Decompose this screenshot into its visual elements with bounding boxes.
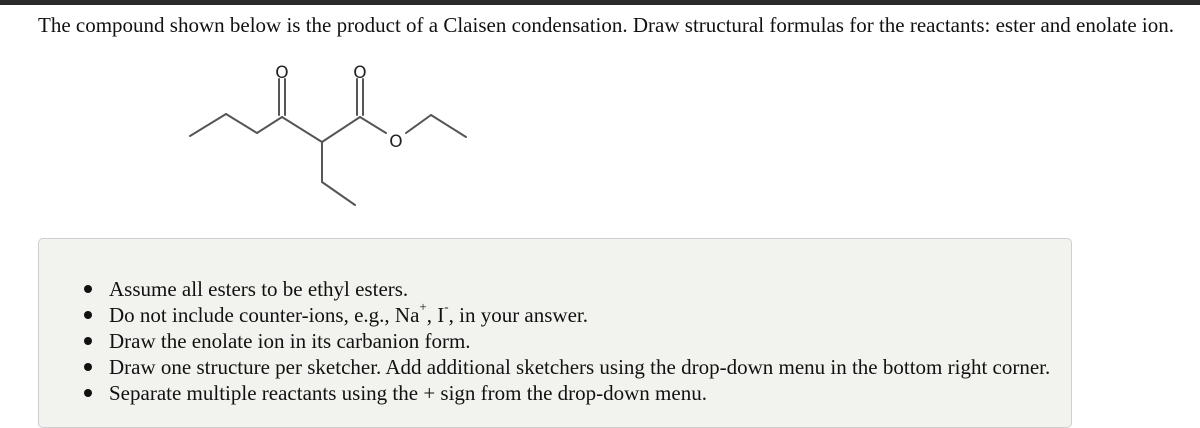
instruction-item <box>83 380 1050 406</box>
skeletal-formula <box>150 55 490 225</box>
bullet-icon <box>84 285 92 293</box>
bond-ester-c <box>322 117 360 142</box>
bullet-icon <box>84 337 92 345</box>
bond-ester-o-2 <box>406 115 431 133</box>
sodium-charge: + <box>419 299 427 314</box>
instructions-list <box>83 276 1050 406</box>
bullet-icon <box>84 389 92 397</box>
instruction-item <box>83 276 1050 302</box>
top-divider <box>0 0 1200 5</box>
bond-ester-ethyl <box>431 115 466 137</box>
bond-branch-2 <box>322 182 355 205</box>
instruction-item <box>83 354 1050 380</box>
instructions-panel <box>38 238 1072 428</box>
instruction-text: Separate multiple reactants using the + sign from the drop-down menu. <box>109 381 707 405</box>
instruction-text: Assume all esters to be ethyl esters. <box>109 277 409 301</box>
bond-ethyl-2 <box>226 114 257 133</box>
instruction-text-suffix: , in your answer. <box>448 303 589 327</box>
product-structure <box>150 55 490 225</box>
oxygen-label-ketone: O <box>275 63 289 83</box>
bullet-icon <box>84 363 92 371</box>
instruction-text: Draw one structure per sketcher. Add additional sketchers using the drop-down menu in the bottom right corner. <box>109 355 1051 379</box>
bond-alpha <box>282 117 322 142</box>
bond-ester-o-1 <box>360 117 386 133</box>
iodide-charge: - <box>444 299 449 314</box>
question-text: The compound shown below is the product of a Claisen condensation. Draw structural formulas for the reactants: ester and enolate ion. <box>38 13 1174 37</box>
bond-ethyl-1 <box>190 114 226 136</box>
instruction-item <box>83 299 1050 328</box>
bond-ketone-c <box>257 117 282 133</box>
instruction-text-mid: , I <box>426 303 445 327</box>
instruction-text: Draw the enolate ion in its carbanion form. <box>109 329 471 353</box>
bullet-icon <box>84 311 92 319</box>
instruction-text-prefix: Do not include counter-ions, e.g., Na <box>109 303 420 327</box>
oxygen-label-ester: O <box>389 132 403 152</box>
oxygen-label-carbonyl: O <box>353 63 367 83</box>
instruction-item <box>83 328 1050 354</box>
